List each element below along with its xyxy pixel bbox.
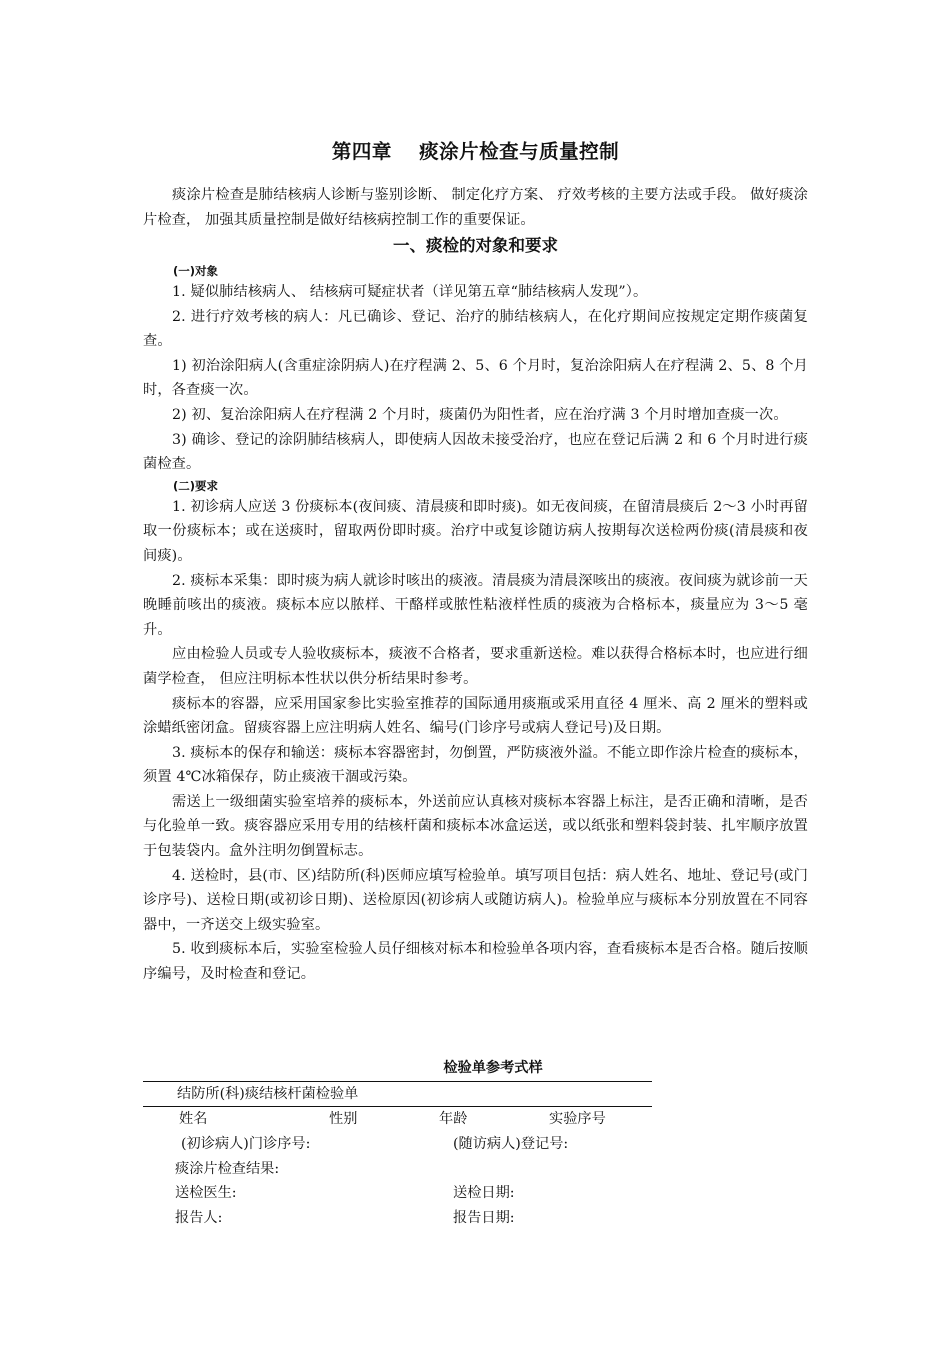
- paragraph: 2. 痰标本采集：即时痰为病人就诊时咳出的痰液。清晨痰为清晨深咳出的痰液。夜间痰为就诊前一天晚睡前咳出的痰液。痰标本应以脓样、干酪样或脓性粘液样性质的痰液为合格标本，痰量应为 3～5 毫升。: [143, 572, 808, 638]
- name-label: 姓名: [179, 1111, 208, 1127]
- paragraph: 2. 进行疗效考核的病人：凡已确诊、登记、治疗的肺结核病人，在化疗期间应按规定定期作痰菌复查。: [143, 308, 808, 350]
- form-caption: 检验单参考式样: [443, 1060, 543, 1076]
- reporter-label: 报告人:: [175, 1210, 223, 1226]
- section-body: [143, 262, 808, 987]
- form-title-rule: [143, 1106, 652, 1107]
- paragraph: 3) 确诊、登记的涂阴肺结核病人，即使病人因故未接受治疗，也应在登记后满 2 和 6 个月时进行痰菌检查。: [143, 431, 808, 473]
- paragraph: 应由检验人员或专人验收痰标本，痰液不合格者，要求重新送检。难以获得合格标本时，也应进行细菌学检查， 但应注明标本性状以供分析结果时参考。: [143, 646, 808, 687]
- paragraph: 4. 送检时，县(市、区)结防所(科)医师应填写检验单。填写项目包括：病人姓名、地址、登记号(或门诊序号)、送检日期(或初诊日期)、送检原因(初诊病人或随访病人)。检验单应与痰标本分别放置在不同容器中，一齐送交上级实验室。: [143, 867, 808, 933]
- paragraph: 痰标本的容器，应采用国家参比实验室推荐的国际通用痰瓶或采用直径 4 厘米、高 2 厘米的塑料或涂蜡纸密闭盒。留痰容器上应注明病人姓名、编号(门诊序号或病人登记号)及日期。: [143, 695, 808, 737]
- registration-number-label: (随访病人)登记号:: [453, 1136, 569, 1152]
- submitting-doctor-label: 送检医生:: [175, 1185, 237, 1201]
- intro-paragraph: 痰涂片检查是肺结核病人诊断与鉴别诊断、 制定化疗方案、 疗效考核的主要方法或手段。 做好痰涂片检查， 加强其质量控制是做好结核病控制工作的重要保证。: [143, 187, 808, 228]
- chapter-title: 第四章 痰涂片检查与质量控制: [331, 140, 620, 163]
- paragraph: 1. 疑似肺结核病人、 结核病可疑症状者（详见第五章“肺结核病人发现”）。: [172, 284, 648, 300]
- paragraph: 2) 初、复治涂阳病人在疗程满 2 个月时，痰菌仍为阳性者，应在治疗满 3 个月时增加查痰一次。: [172, 406, 788, 423]
- section-title: 一、痰检的对象和要求: [393, 236, 558, 255]
- smear-result-label: 痰涂片检查结果:: [175, 1161, 280, 1177]
- paragraph: 1. 初诊病人应送 3 份痰标本(夜间痰、清晨痰和即时痰)。如无夜间痰，在留清晨痰后 2～3 小时再留取一份痰标本；或在送痰时，留取两份即时痰。治疗中或复诊随访病人按期每次送检两份痰(清晨痰和夜间痰)。: [143, 498, 808, 564]
- sex-label: 性别: [329, 1111, 358, 1127]
- paragraph: 1) 初治涂阳病人(含重症涂阴病人)在疗程满 2、5、6 个月时，复治涂阳病人在疗程满 2、5、8 个月时，各查痰一次。: [143, 357, 808, 399]
- outpatient-number-label: (初诊病人)门诊序号:: [181, 1136, 311, 1152]
- form-title: 结防所(科)痰结核杆菌检验单: [177, 1086, 359, 1102]
- submit-date-label: 送检日期:: [453, 1185, 515, 1201]
- paragraph: 3. 痰标本的保存和输送：痰标本容器密封，勿倒置，严防痰液外溢。不能立即作涂片检查的痰标本，须置 4℃冰箱保存，防止痰液干涸或污染。: [143, 744, 808, 786]
- age-label: 年龄: [439, 1111, 468, 1127]
- paragraph: 5. 收到痰标本后，实验室检验人员仔细核对标本和检验单各项内容，查看痰标本是否合格。随后按顺序编号，及时检查和登记。: [143, 941, 808, 983]
- intro-section: [143, 183, 808, 232]
- paragraph: 需送上一级细菌实验室培养的痰标本，外送前应认真核对痰标本容器上标注，是否正确和清晰，是否与化验单一致。痰容器应采用专用的结核杆菌和痰标本冰盒运送，或以纸张和塑料袋封装、扎牢顺序放置于包装袋内。盒外注明勿倒置标志。: [143, 793, 808, 860]
- subsection-heading-objects: (一)对象: [173, 264, 219, 278]
- subsection-heading-requirements: (二)要求: [173, 478, 219, 493]
- form-top-rule: [143, 1081, 652, 1082]
- report-date-label: 报告日期:: [453, 1210, 515, 1226]
- lab-number-label: 实验序号: [549, 1111, 606, 1127]
